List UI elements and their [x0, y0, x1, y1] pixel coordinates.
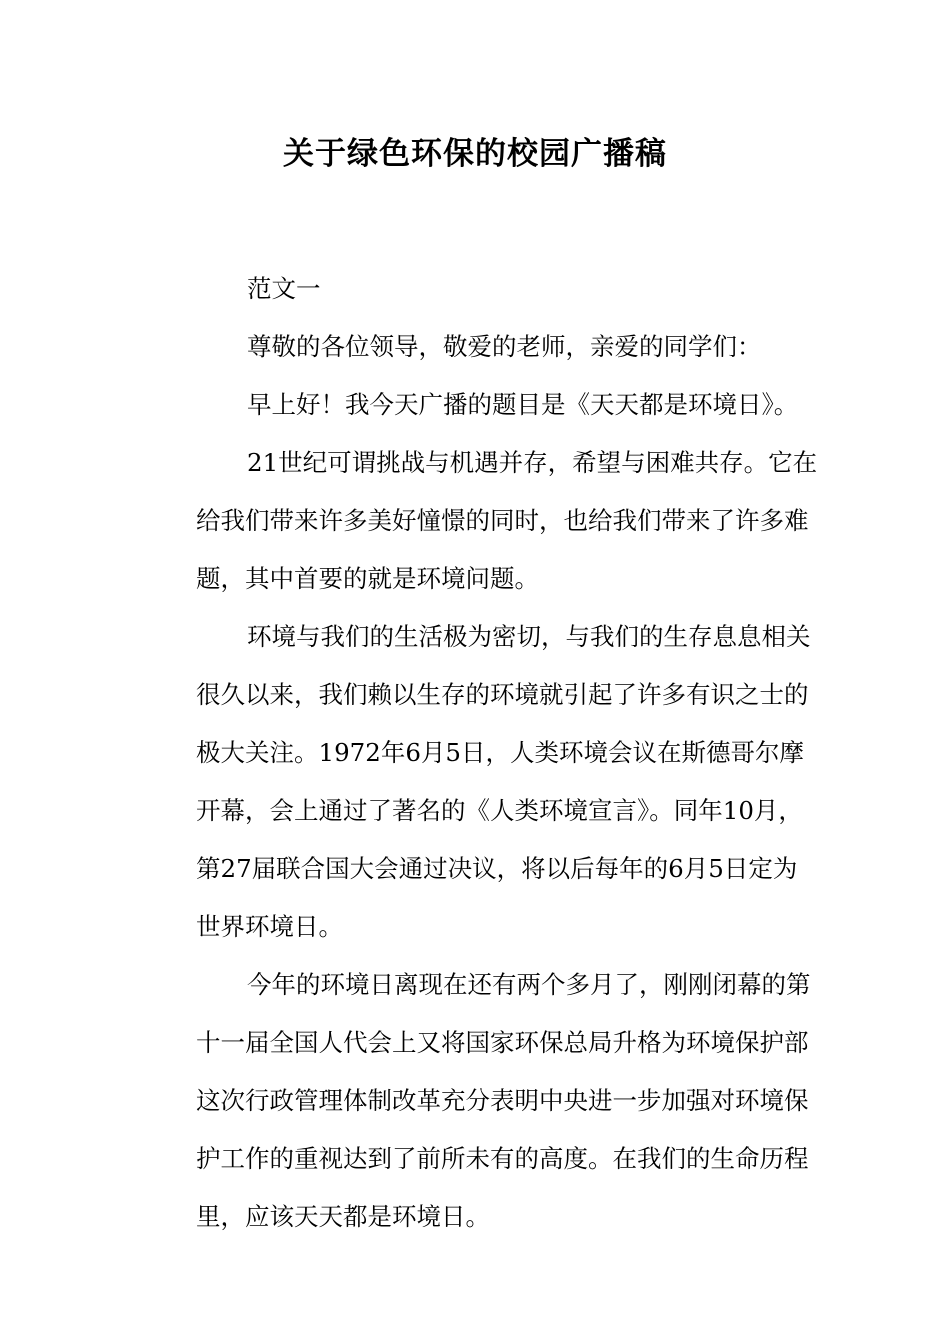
document-body: [145, 260, 818, 1246]
paragraph-salutation: [145, 318, 805, 376]
document-title: 关于绿色环保的校园广播稿: [283, 136, 667, 172]
text-line: 开幕，会上通过了著名的《人类环境宣言》。同年10月，: [196, 796, 803, 825]
text-line: 护工作的重视达到了前所未有的高度。在我们的生命历程: [196, 1144, 809, 1173]
text-line: 21世纪可谓挑战与机遇并存，希望与困难共存。它在: [247, 448, 818, 477]
text-line: 尊敬的各位领导，敬爱的老师，亲爱的同学们：: [247, 332, 762, 361]
text-line: 题，其中首要的就是环境问题。: [196, 564, 539, 593]
text-line: 世界环境日。: [196, 912, 343, 941]
text-line: 早上好！我今天广播的题目是《天天都是环境日》。: [247, 390, 799, 419]
paragraph-environment-day: [145, 956, 811, 1246]
text-line: 第27届联合国大会通过决议，将以后每年的6月5日定为: [196, 854, 798, 883]
text-line: 很久以来，我们赖以生存的环境就引起了许多有识之士的: [196, 680, 809, 709]
paragraph-greeting: [145, 376, 805, 434]
text-line: 十一届全国人代会上又将国家环保总局升格为环境保护部: [196, 1028, 809, 1057]
text-line: 给我们带来许多美好憧憬的同时，也给我们带来了许多难: [196, 506, 809, 535]
text-line: 范文一: [247, 274, 321, 303]
text-line: 今年的环境日离现在还有两个多月了，刚刚闭幕的第: [247, 970, 811, 999]
text-line: 环境与我们的生活极为密切，与我们的生存息息相关: [247, 622, 811, 651]
paragraph-heading: [145, 260, 805, 318]
text-line: 这次行政管理体制改革充分表明中央进一步加强对环境保: [196, 1086, 809, 1115]
paragraph-environment-history: [145, 608, 811, 956]
text-line: 里，应该天天都是环境日。: [196, 1202, 490, 1231]
paragraph-21st-century: [145, 434, 818, 608]
text-line: 极大关注。1972年6月5日，人类环境会议在斯德哥尔摩: [196, 738, 805, 767]
